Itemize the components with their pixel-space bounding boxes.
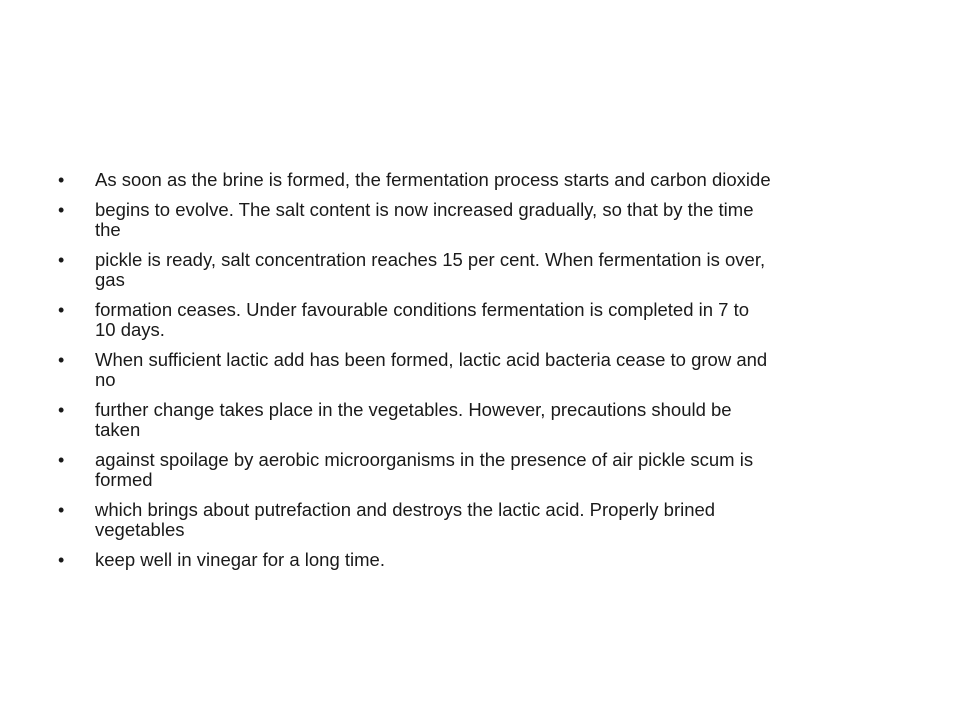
bullet-text [95,200,907,240]
bullet-list [58,170,908,580]
bullet-text [95,250,907,290]
bullet-item [58,400,908,440]
bullet-glyph: • [58,500,65,520]
bullet-text [95,500,907,540]
bullet-text [95,400,907,440]
bullet-glyph: • [58,250,65,270]
bullet-text [95,350,907,390]
bullet-text [95,450,907,490]
bullet-line: no [95,369,116,390]
bullet-text [95,300,907,340]
bullet-line: formed [95,469,153,490]
bullet-item [58,500,908,540]
bullet-item [58,170,908,190]
bullet-line: taken [95,419,141,440]
bullet-line: 10 days. [95,319,165,340]
bullet-line: against spoilage by aerobic microorganisms in the presence of air pickle scum is [95,449,754,470]
bullet-line: which brings about putrefaction and destroys the lactic acid. Properly brined [95,499,716,520]
bullet-item [58,300,908,340]
bullet-line: pickle is ready, salt concentration reaches 15 per cent. When fermentation is over, [95,249,766,270]
bullet-text [95,170,907,190]
bullet-glyph: • [58,170,65,190]
bullet-line: When sufficient lactic add has been formed, lactic acid bacteria cease to grow and [95,349,768,370]
bullet-glyph: • [58,200,65,220]
bullet-text [95,550,907,570]
bullet-item [58,350,908,390]
bullet-glyph: • [58,350,65,370]
bullet-item [58,200,908,240]
bullet-glyph: • [58,300,65,320]
bullet-item [58,250,908,290]
bullet-line: further change takes place in the vegetables. However, precautions should be [95,399,732,420]
bullet-glyph: • [58,450,65,470]
bullet-item [58,550,908,570]
bullet-line: begins to evolve. The salt content is now increased gradually, so that by the time [95,199,754,220]
bullet-line: As soon as the brine is formed, the fermentation process starts and carbon dioxide [95,169,771,190]
bullet-line: keep well in vinegar for a long time. [95,549,385,570]
bullet-item [58,450,908,490]
bullet-line: the [95,219,121,240]
bullet-line: gas [95,269,125,290]
bullet-glyph: • [58,400,65,420]
bullet-line: formation ceases. Under favourable conditions fermentation is completed in 7 to [95,299,750,320]
bullet-glyph: • [58,550,65,570]
bullet-line: vegetables [95,519,185,540]
